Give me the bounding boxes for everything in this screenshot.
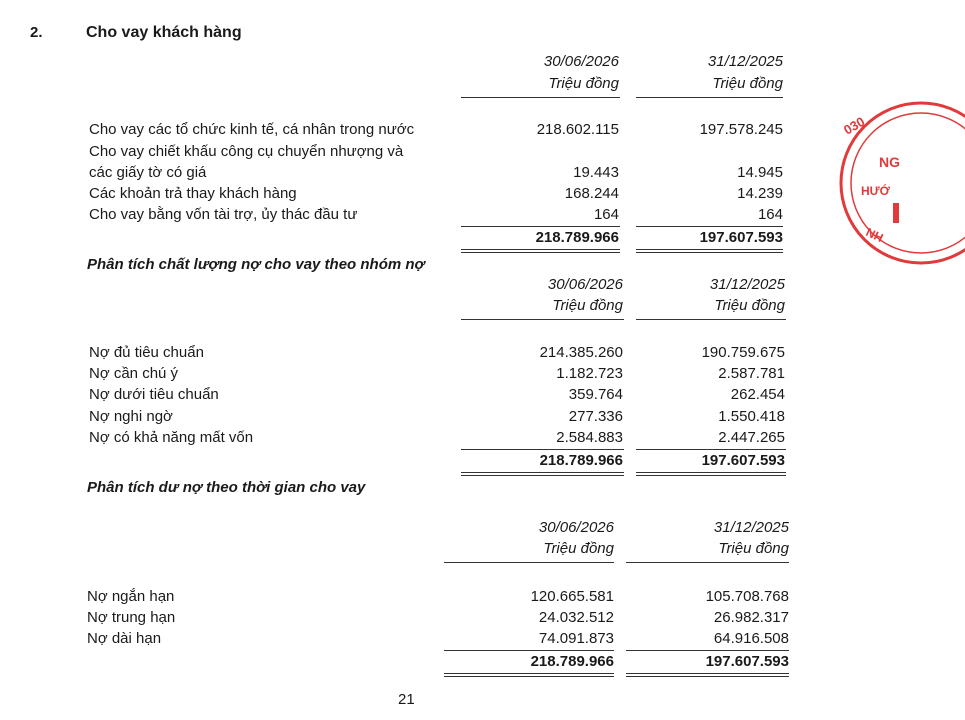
row-value-col2: 105.708.768 [705,588,789,605]
row-value-col2: 14.945 [737,164,783,181]
row-value-col2: 2.587.781 [718,365,785,382]
total-col2: 197.607.593 [701,452,785,469]
seal-stamp-icon [835,95,965,265]
row-value-col1: 359.764 [568,386,623,403]
total-col1: 218.789.966 [539,452,623,469]
row-value-col1: 214.385.260 [539,344,623,361]
col2-date-header: 31/12/2025 [709,276,785,293]
total-double-underline [636,249,783,253]
row-label: Nợ dưới tiêu chuẩn [89,386,219,403]
total-double-underline [461,472,624,476]
row-value-col2: 14.239 [737,185,783,202]
total-col2: 197.607.593 [705,653,789,670]
col1-date-header: 30/06/2026 [538,519,614,536]
row-value-col1: 164 [593,206,619,223]
header-underline [461,319,624,320]
header-underline [636,319,786,320]
table-title: Phân tích dư nợ theo thời gian cho vay [87,479,366,496]
table-title: Phân tích chất lượng nợ cho vay theo nhóm nợ [87,256,425,273]
col2-unit-header: Triệu đồng [712,75,783,92]
col2-date-header: 31/12/2025 [707,53,783,70]
svg-text:NH: NH [863,225,886,246]
row-value-col2: 164 [757,206,783,223]
subtotal-line [461,226,620,227]
row-value-col1: 168.244 [564,185,619,202]
row-label: Nợ trung hạn [87,609,176,626]
row-label: Nợ ngắn hạn [87,588,175,605]
subtotal-line [636,226,783,227]
row-value-col2: 190.759.675 [701,344,785,361]
row-label: Nợ nghi ngờ [89,408,173,425]
col1-date-header: 30/06/2026 [547,276,623,293]
row-value-col1: 74.091.873 [538,630,614,647]
row-label: Nợ có khả năng mất vốn [89,429,254,446]
row-label: Nợ đủ tiêu chuẩn [89,344,204,361]
row-label: Nợ dài hạn [87,630,162,647]
row-value-col2: 2.447.265 [718,429,785,446]
row-label: Các khoản trả thay khách hàng [89,185,297,202]
row-value-col1: 1.182.723 [556,365,623,382]
row-value-col1: 218.602.115 [536,121,619,138]
row-label: Cho vay các tổ chức kinh tế, cá nhân trong nước [89,121,415,138]
header-underline [444,562,614,563]
col2-unit-header: Triệu đồng [718,540,789,557]
subtotal-line [626,650,789,651]
row-value-col1: 120.665.581 [530,588,614,605]
total-double-underline [444,673,614,677]
header-underline [636,97,783,98]
row-label: Cho vay chiết khấu công cụ chuyển nhượng và [89,143,404,160]
svg-text:NG: NG [879,154,900,170]
col2-unit-header: Triệu đồng [714,297,785,314]
col2-date-header: 31/12/2025 [713,519,789,536]
row-label: các giấy tờ có giá [89,164,207,181]
header-underline [626,562,789,563]
col1-unit-header: Triệu đồng [552,297,623,314]
total-double-underline [636,472,786,476]
total-double-underline [461,249,620,253]
total-col1: 218.789.966 [530,653,614,670]
subtotal-line [461,449,624,450]
row-value-col1: 277.336 [568,408,623,425]
row-value-col2: 262.454 [730,386,785,403]
row-label: Nợ cần chú ý [89,365,179,382]
section-number: 2. [30,24,43,41]
svg-text:030: 030 [841,113,868,138]
subtotal-line [636,449,786,450]
row-value-col2: 1.550.418 [718,408,785,425]
page-number: 21 [398,691,415,708]
header-underline [461,97,620,98]
row-value-col2: 64.916.508 [713,630,789,647]
subtotal-line [444,650,614,651]
row-value-col2: 26.982.317 [713,609,789,626]
svg-text:HƯỚ: HƯỚ [861,184,890,198]
col1-unit-header: Triệu đồng [543,540,614,557]
col1-date-header: 30/06/2026 [543,53,619,70]
section-title: Cho vay khách hàng [86,24,242,41]
row-value-col1: 2.584.883 [556,429,623,446]
row-label: Cho vay bằng vốn tài trợ, ủy thác đầu tư [89,206,358,223]
total-col1: 218.789.966 [535,229,619,246]
col1-unit-header: Triệu đồng [548,75,619,92]
total-col2: 197.607.593 [699,229,783,246]
row-value-col1: 19.443 [573,164,619,181]
row-value-col1: 24.032.512 [538,609,614,626]
total-double-underline [626,673,789,677]
row-value-col2: 197.578.245 [699,121,783,138]
